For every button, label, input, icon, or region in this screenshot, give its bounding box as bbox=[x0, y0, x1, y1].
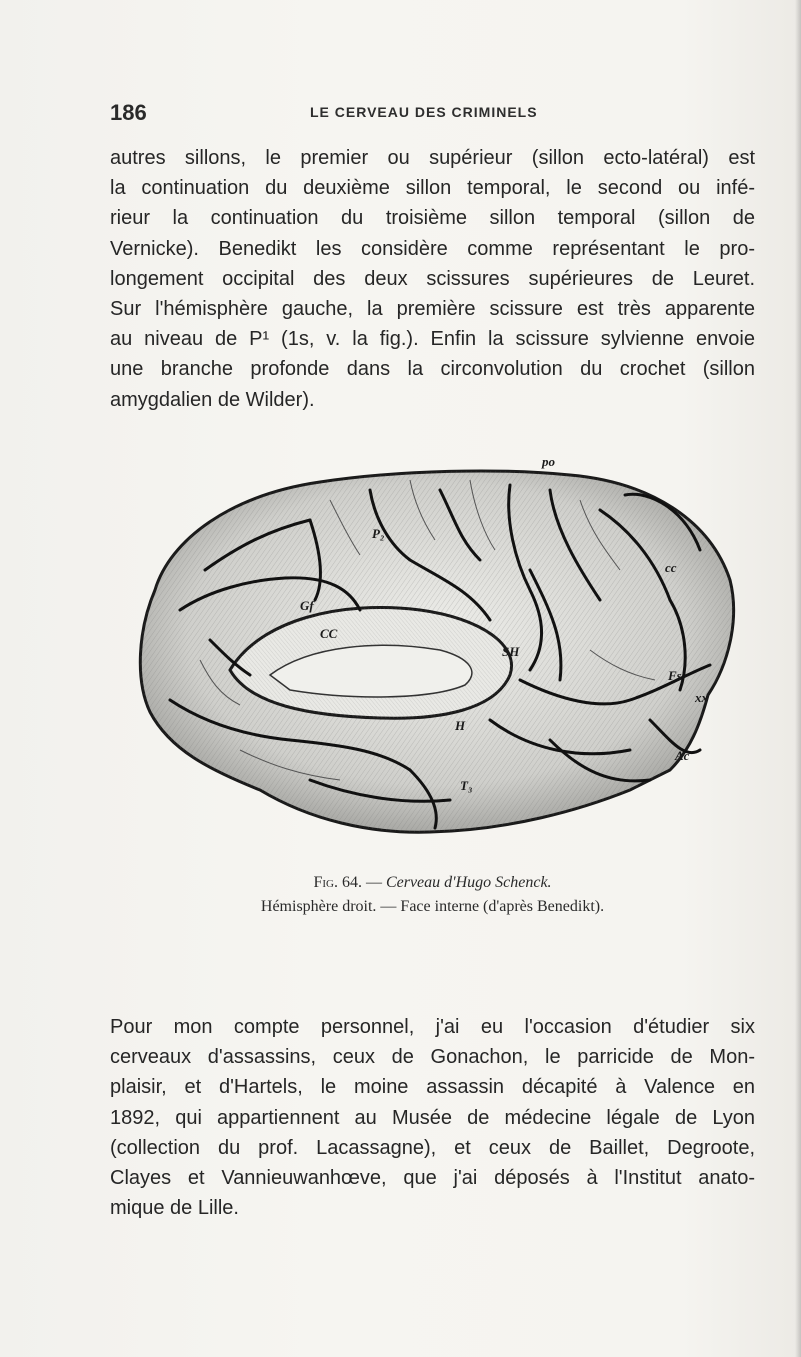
paragraph-line: Pour mon compte personnel, j'ai eu l'occasion d'étudier six bbox=[110, 1016, 755, 1038]
label-gf: Gf bbox=[300, 598, 314, 613]
label-fs: Fs bbox=[668, 668, 682, 683]
label-cc-left: CC bbox=[320, 626, 338, 641]
paragraph-line: amygdalien de Wilder). bbox=[110, 388, 315, 411]
figure-title: Cerveau d'Hugo Schenck. bbox=[385, 874, 552, 891]
label-h: H bbox=[455, 718, 466, 733]
figure-number: Fig. 64. bbox=[313, 874, 362, 891]
paragraph-line: une branche profonde dans la circonvolution du crochet (sillon bbox=[110, 358, 755, 381]
label-sh: SH bbox=[502, 644, 520, 659]
page-number: 186 bbox=[110, 100, 147, 125]
brain-illustration bbox=[110, 450, 740, 840]
paragraph-line: Clayes et Vannieuwanhœve, que j'ai déposés à l'Institut anato- bbox=[110, 1167, 755, 1190]
page-edge-shadow bbox=[795, 0, 801, 1357]
label-t3: T₃ bbox=[460, 778, 473, 793]
paragraph-line: rieur la continuation du troisième sillon temporal (sillon de bbox=[110, 207, 755, 230]
figure-caption bbox=[110, 874, 755, 892]
paragraph-line: Sur l'hémisphère gauche, la première scissure est très apparente bbox=[110, 298, 755, 321]
paragraph-line: la continuation du deuxième sillon temporal, le second ou infé- bbox=[110, 177, 755, 200]
paragraph-line: (collection du prof. Lacassagne), et ceux de Baillet, Degroote, bbox=[110, 1136, 755, 1159]
paragraph-line: longement occipital des deux scissures supérieures de Leuret. bbox=[110, 267, 755, 290]
label-po: po bbox=[542, 454, 555, 469]
paragraph-line: autres sillons, le premier ou supérieur (sillon ecto-latéral) est bbox=[110, 147, 755, 169]
paragraph-line: plaisir, et d'Hartels, le moine assassin décapité à Valence en bbox=[110, 1076, 755, 1099]
label-p2: P₂ bbox=[372, 526, 385, 541]
paragraph-line: cerveaux d'assassins, ceux de Gonachon, le parricide de Mon- bbox=[110, 1046, 755, 1069]
label-cc-right: cc bbox=[665, 560, 677, 575]
paragraph-line: 1892, qui appartiennent au Musée de médecine légale de Lyon bbox=[110, 1106, 755, 1129]
page-header bbox=[110, 100, 755, 126]
paragraph-2 bbox=[110, 1012, 755, 1223]
paragraph-line: Vernicke). Benedikt les considère comme représentant le pro- bbox=[110, 237, 755, 260]
figure-subcaption: Hémisphère droit. — Face interne (d'après Benedikt). bbox=[260, 898, 605, 915]
paragraph-line: mique de Lille. bbox=[110, 1197, 239, 1220]
paragraph-line: au niveau de P¹ (1s, v. la fig.). Enfin la scissure sylvienne envoie bbox=[110, 328, 755, 351]
label-ac: Ac bbox=[675, 748, 690, 763]
caption-dash: — bbox=[361, 874, 386, 891]
label-xx: xx bbox=[695, 690, 708, 705]
paragraph-1 bbox=[110, 143, 755, 415]
running-head: LE CERVEAU DES CRIMINELS bbox=[310, 104, 538, 120]
brain-drawing bbox=[110, 450, 740, 840]
